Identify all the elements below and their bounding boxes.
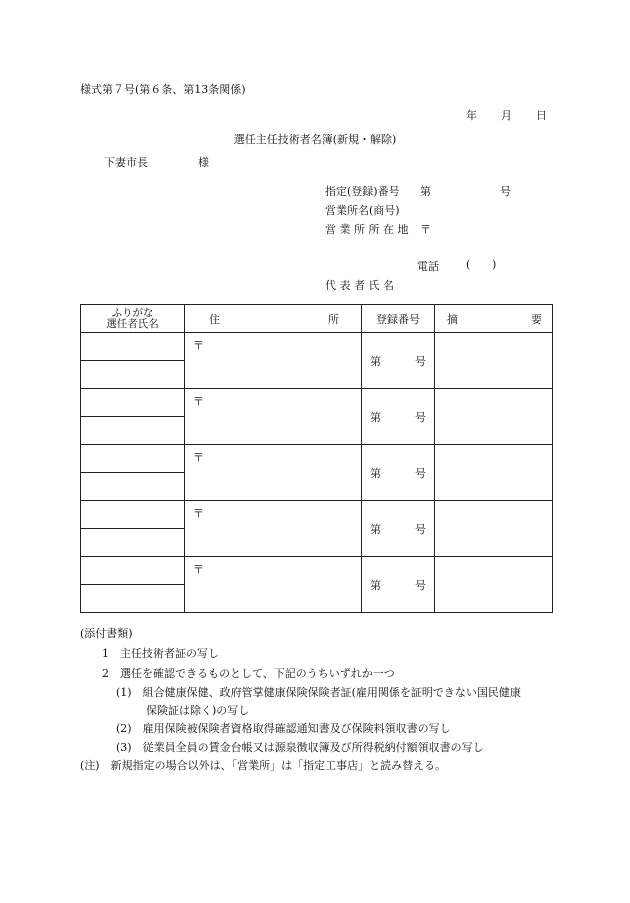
table-row (81, 389, 553, 417)
attachment-item-2: 2 選任を確認できるものとして、下記のうちいずれか一つ (102, 667, 395, 680)
reg-no-cell[interactable] (362, 389, 435, 445)
furigana-cell[interactable] (81, 557, 185, 585)
postal-mark: 〒 (193, 507, 204, 520)
phone-paren-close: ) (492, 258, 497, 271)
header-address (185, 305, 362, 333)
appointee-name-cell[interactable] (81, 473, 185, 501)
reg-no-cell[interactable] (362, 501, 435, 557)
reg-prefix: 第 (370, 466, 381, 480)
header-remarks-a: 摘 (447, 312, 458, 326)
designation-suffix: 号 (500, 185, 511, 198)
appointee-name-cell[interactable] (81, 585, 185, 613)
attachments-heading: (添付書類) (80, 627, 133, 640)
furigana-cell[interactable] (81, 333, 185, 361)
postal-mark: 〒 (193, 395, 204, 408)
reg-prefix: 第 (370, 354, 381, 368)
header-furigana: ふりがな (111, 306, 154, 319)
address-cell[interactable] (185, 333, 362, 389)
note: (注) 新規指定の場合以外は、「営業所」は「指定工事店」と読み替える。 (80, 759, 447, 772)
reg-suffix: 号 (415, 522, 426, 536)
addressee: 下妻市長 (104, 156, 148, 169)
postal-mark: 〒 (193, 563, 204, 576)
representative-label: 代 表 者 氏 名 (325, 279, 394, 292)
office-postal-mark: 〒 (420, 223, 431, 236)
date-day: 日 (536, 109, 547, 122)
appointee-name-cell[interactable] (81, 417, 185, 445)
reg-suffix: 号 (415, 578, 426, 592)
attachment-sub-3: (3) 従業員全員の賃金台帳又は源泉徴収簿及び所得税納付額領収書の写し (116, 741, 484, 754)
table-row (81, 557, 553, 585)
phone-label: 電話 (417, 260, 439, 273)
furigana-cell[interactable] (81, 389, 185, 417)
remarks-cell[interactable] (435, 557, 553, 613)
header-reg-no-label: 登録番号 (376, 312, 420, 326)
office-address-label: 営 業 所 所 在 地 (325, 223, 409, 236)
table-row (81, 445, 553, 473)
date-year: 年 (466, 109, 477, 122)
technician-roster-table (80, 304, 553, 613)
address-cell[interactable] (185, 557, 362, 613)
header-reg-no (362, 305, 435, 333)
remarks-cell[interactable] (435, 333, 553, 389)
date-month: 月 (501, 109, 512, 122)
designation-label: 指定(登録)番号 (325, 185, 400, 198)
attachment-sub-1-line-1: (1) 組合健康保健、政府管掌健康保険保険者証(雇用関係を証明できない国民健康 (116, 686, 521, 699)
appointee-name-cell[interactable] (81, 361, 185, 389)
page-title: 選任主任技術者名簿(新規・解除) (233, 133, 397, 146)
header-address-a: 住 (209, 312, 220, 326)
reg-no-cell[interactable] (362, 333, 435, 389)
header-address-b: 所 (328, 312, 339, 326)
phone-paren-open: ( (466, 258, 471, 271)
reg-no-cell[interactable] (362, 557, 435, 613)
reg-prefix: 第 (370, 410, 381, 424)
table-row (81, 501, 553, 529)
remarks-cell[interactable] (435, 389, 553, 445)
reg-suffix: 号 (415, 354, 426, 368)
attachment-sub-1-line-2: 保険証は除く)の写し (146, 704, 250, 717)
header-remarks (435, 305, 553, 333)
designation-prefix: 第 (420, 185, 431, 198)
honorific: 様 (198, 156, 209, 169)
reg-no-cell[interactable] (362, 445, 435, 501)
reg-prefix: 第 (370, 522, 381, 536)
table-header-row (81, 305, 553, 333)
address-cell[interactable] (185, 445, 362, 501)
appointee-name-cell[interactable] (81, 529, 185, 557)
postal-mark: 〒 (193, 339, 204, 352)
postal-mark: 〒 (193, 451, 204, 464)
header-remarks-b: 要 (531, 312, 542, 326)
furigana-cell[interactable] (81, 445, 185, 473)
reg-suffix: 号 (415, 466, 426, 480)
reg-suffix: 号 (415, 410, 426, 424)
attachment-item-1: 1 主任技術者証の写し (102, 647, 219, 660)
remarks-cell[interactable] (435, 501, 553, 557)
address-cell[interactable] (185, 501, 362, 557)
reg-prefix: 第 (370, 578, 381, 592)
form-number: 様式第７号(第６条、第13条関係) (80, 83, 246, 96)
office-name-label: 営業所名(商号) (325, 204, 400, 217)
furigana-cell[interactable] (81, 501, 185, 529)
table-row (81, 333, 553, 361)
attachment-sub-2: (2) 雇用保険被保険者資格取得確認通知書及び保険料領収書の写し (116, 722, 451, 735)
header-name (81, 305, 185, 333)
remarks-cell[interactable] (435, 445, 553, 501)
header-appointee-name: 選任者氏名 (106, 317, 159, 330)
address-cell[interactable] (185, 389, 362, 445)
